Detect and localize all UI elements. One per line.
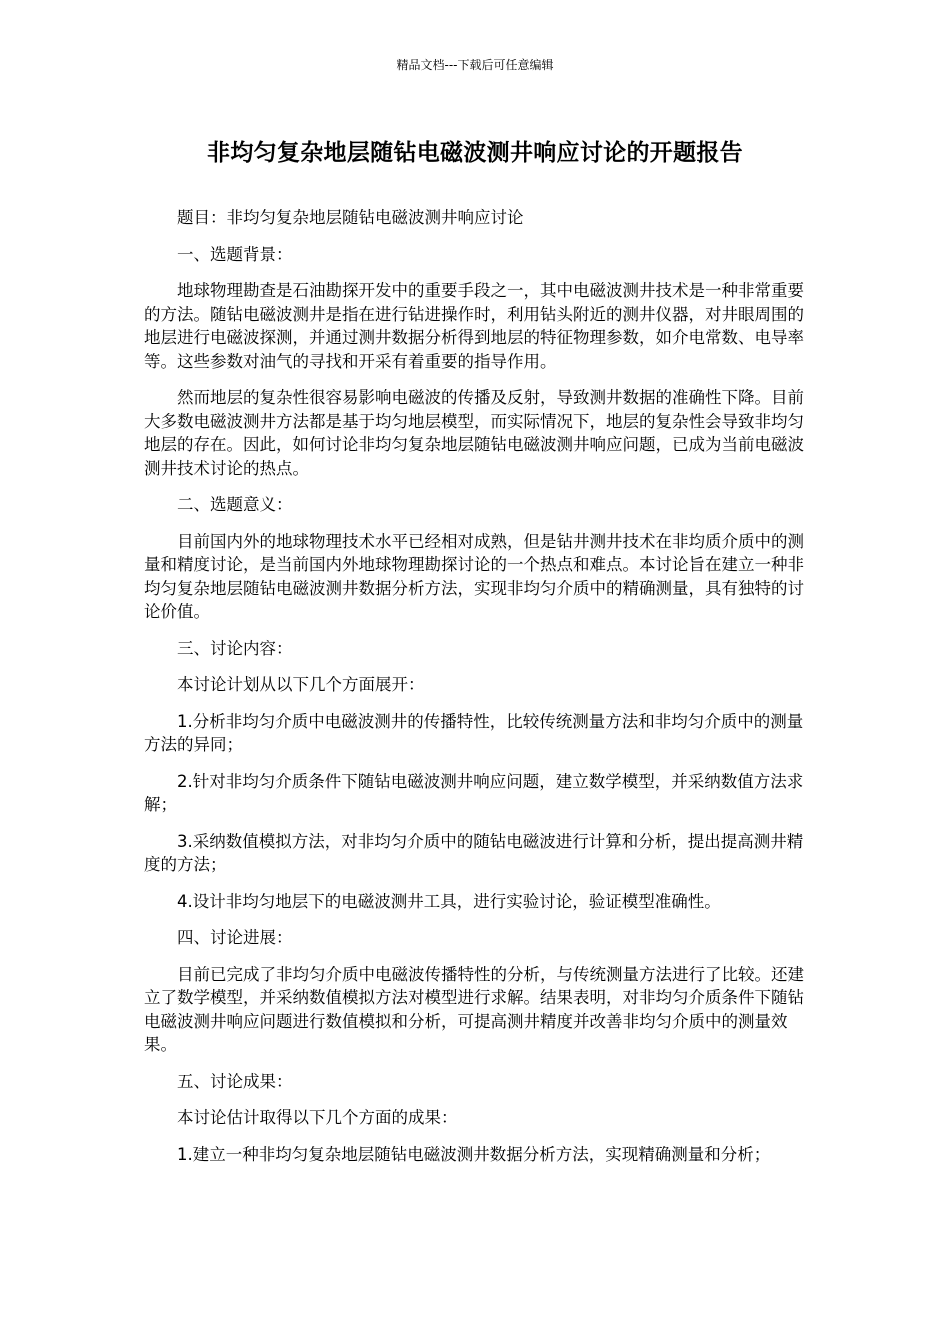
section-heading-progress: 四、讨论进展： [177,928,293,947]
page-header: 精品文档---下载后可任意编辑 [396,58,554,72]
section-heading-background: 一、选题背景： [177,244,293,264]
progress-paragraph: 目前已完成了非均匀介质中电磁波传播特性的分析，与传统测量方法进行了比较。还建立了数学模型，并采纳数值模拟方法对模型进行求解。结果表明，对非均匀介质条件下随钻电磁波测井响应问题进行数值模拟和分析，可提高测井精度并改善非均匀介质中的测量效果。 [144,964,804,1054]
background-paragraph-2: 然而地层的复杂性很容易影响电磁波的传播及反射，导致测井数据的准确性下降。目前大多数电磁波测井方法都是基于均匀地层模型，而实际情况下，地层的复杂性会导致非均匀地层的存在。因此，如何讨论非均匀复杂地层随钻电磁波测井响应问题，已成为当前电磁波测井技术讨论的热点。 [144,388,804,478]
document-body [144,206,812,1179]
background-paragraph-1: 地球物理勘查是石油勘探开发中的重要手段之一，其中电磁波测井技术是一种非常重要的方法。随钻电磁波测井是指在进行钻进操作时，利用钻头附近的测井仪器，对井眼周围的地层进行电磁波探测，并通过测井数据分析得到地层的特征物理参数，如介电常数、电导率等。这些参数对油气的寻找和开采有着重要的指导作用。 [144,281,804,371]
section-heading-results: 五、讨论成果： [177,1071,293,1091]
section-heading-significance: 二、选题意义： [177,495,293,514]
section-heading-content: 三、讨论内容： [177,638,293,658]
content-item-4: 4.设计非均匀地层下的电磁波测井工具，进行实验讨论，验证模型准确性。 [177,891,721,911]
content-item-1: 1.分析非均匀介质中电磁波测井的传播特性，比较传统测量方法和非均匀介质中的测量方法的异同； [144,711,804,754]
content-item-3: 3.采纳数值模拟方法，对非均匀介质中的随钻电磁波进行计算和分析，提出提高测井精度的方法； [144,831,804,874]
topic-line: 题目：非均匀复杂地层随钻电磁波测井响应讨论 [177,208,524,227]
results-intro: 本讨论估计取得以下几个方面的成果： [177,1108,458,1127]
content-intro: 本讨论计划从以下几个方面展开： [177,675,425,694]
content-item-2: 2.针对非均匀介质条件下随钻电磁波测井响应问题，建立数学模型，并采纳数值方法求解； [144,771,804,814]
results-item-1: 1.建立一种非均匀复杂地层随钻电磁波测井数据分析方法，实现精确测量和分析； [177,1144,771,1164]
significance-paragraph: 目前国内外的地球物理技术水平已经相对成熟，但是钻井测井技术在非均质介质中的测量和精度讨论，是当前国内外地球物理勘探讨论的一个热点和难点。本讨论旨在建立一种非均匀复杂地层随钻电磁波测井数据分析方法，实现非均匀介质中的精确测量，具有独特的讨论价值。 [144,531,804,621]
document-title: 非均匀复杂地层随钻电磁波测井响应讨论的开题报告 [207,140,743,166]
